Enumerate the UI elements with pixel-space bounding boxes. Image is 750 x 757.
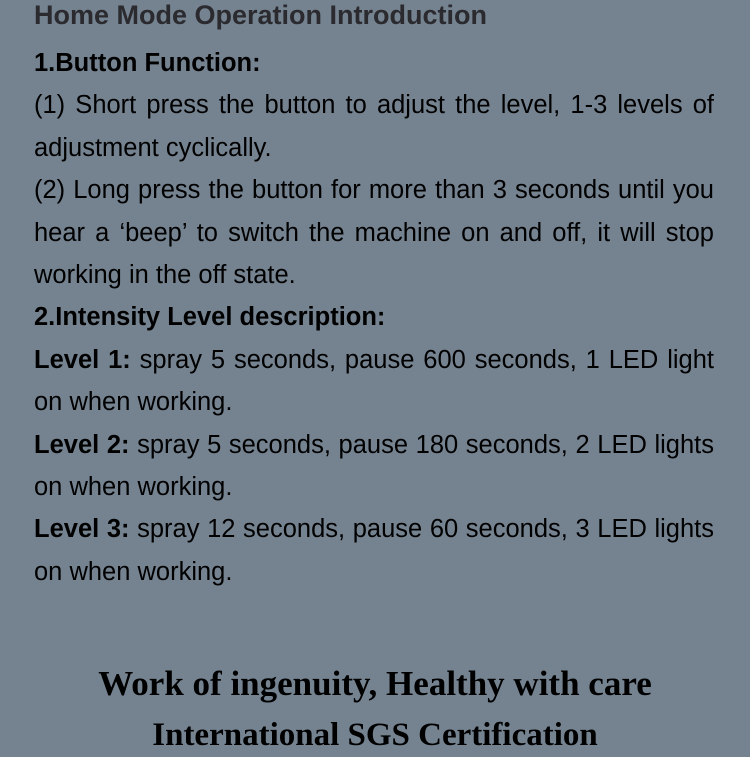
level-description-3: [34, 508, 714, 593]
level-description-1: [34, 339, 714, 424]
instructions-body: [34, 42, 714, 593]
level-text-3: spray 12 seconds, pause 60 seconds, 3 LED lights on when working.: [34, 515, 715, 586]
level-text-1: spray 5 seconds, pause 600 seconds, 1 LED light on when working.: [34, 345, 715, 417]
level-text-2: spray 5 seconds, pause 180 seconds, 2 LED lights on when working.: [34, 430, 715, 502]
page-title: Home Mode Operation Introduction: [34, 0, 487, 30]
level-description-2: [34, 424, 714, 509]
level-name-1: Level 1:: [34, 345, 131, 374]
instruction-item-long-press: (2) Long press the button for more than 3 seconds until you hear a ‘beep’ to switch the machine on and off, it will stop working in the off state.: [34, 176, 714, 290]
instruction-item-short-press: (1) Short press the button to adjust the level, 1-3 levels of adjustment cyclically.: [34, 91, 714, 162]
level-name-2: Level 2:: [34, 430, 130, 459]
section-heading-intensity-level: 2.Intensity Level description:: [34, 303, 386, 332]
level-name-3: Level 3:: [34, 515, 130, 544]
tagline-certification: International SGS Certification: [152, 717, 598, 753]
tagline-slogan: Work of ingenuity, Healthy with care: [98, 664, 652, 703]
section-heading-button-function: 1.Button Function:: [34, 49, 261, 77]
